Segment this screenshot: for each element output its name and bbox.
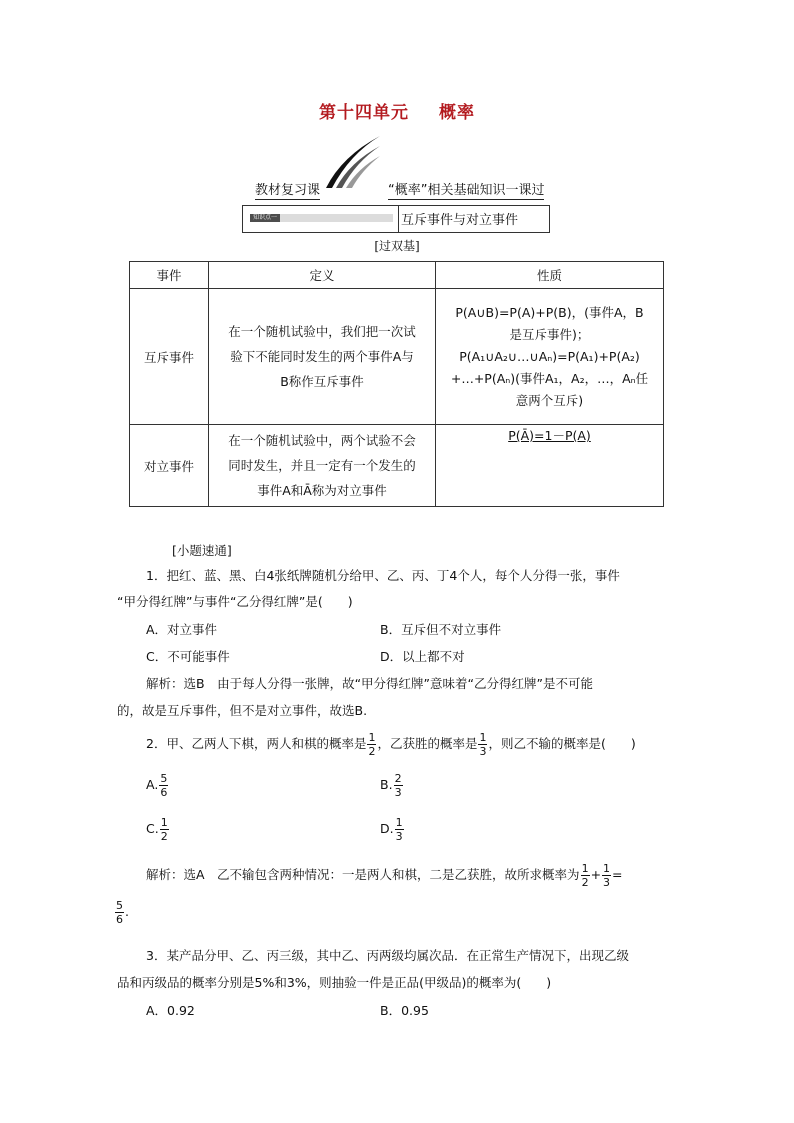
q2-stem <box>146 731 636 758</box>
denominator: 2 <box>160 830 168 843</box>
denominator: 2 <box>368 745 376 758</box>
numerator: 1 <box>395 816 403 829</box>
quick-practice-label: [小题速通] <box>172 543 232 558</box>
q1-stem-line2: “甲分得红牌”与事件“乙分得红牌”是( ) <box>117 594 353 609</box>
numerator: 1 <box>603 862 611 875</box>
property-line: 意两个互斥) <box>515 392 584 408</box>
table-row <box>130 425 664 507</box>
fraction <box>159 772 168 799</box>
property-line: +…+P(Aₙ)(事件A₁，A₂，…，Aₙ任 <box>450 370 649 386</box>
q3-option-a: A．0.92 <box>146 1003 195 1018</box>
table-header-row <box>130 262 664 289</box>
fraction <box>160 816 169 843</box>
definition-line: 事件A和Ā称为对立事件 <box>257 483 387 498</box>
numerator: 5 <box>116 899 123 912</box>
denominator: 6 <box>116 913 123 926</box>
definition-line: 在一个随机试验中，两个试验不会 <box>228 433 416 448</box>
event-definition <box>209 289 436 425</box>
fraction <box>394 772 403 799</box>
option-label: D. <box>380 821 394 836</box>
q1-stem-line1: 1．把红、蓝、黑、白4张纸牌随机分给甲、乙、丙、丁4个人，每个人分得一张，事件 <box>146 568 620 583</box>
denominator: 3 <box>395 830 403 843</box>
numerator: 1 <box>479 731 487 744</box>
q2-stem-text: 2．甲、乙两人下棋，两人和棋的概率是 <box>146 736 367 751</box>
q2-stem-text: ，则乙不输的概率是( ) <box>488 736 636 751</box>
table-row <box>130 289 664 425</box>
event-name: 对立事件 <box>130 425 209 507</box>
property-line: P(Ā)=1－P(A) <box>508 428 591 443</box>
denominator: 3 <box>603 876 611 889</box>
period: . <box>125 904 129 919</box>
definition-line: 在一个随机试验中，我们把一次试 <box>228 324 416 339</box>
q2-option-d <box>380 816 405 843</box>
q2-option-c <box>146 816 170 843</box>
denominator: 2 <box>581 876 589 889</box>
property-line: P(A∪B)=P(A)+P(B)，(事件A，B <box>455 304 644 320</box>
numerator: 1 <box>581 862 589 875</box>
q1-option-b: B．互斥但不对立事件 <box>380 622 502 637</box>
equals-sign: = <box>612 867 623 882</box>
review-label: [过双基] <box>374 239 420 253</box>
q2-stem-text: ，乙获胜的概率是 <box>377 736 478 751</box>
denominator: 3 <box>394 786 402 799</box>
numerator: 2 <box>394 772 402 785</box>
event-definition <box>209 425 436 507</box>
q2-solution-result <box>114 899 129 926</box>
q1-option-a: A．对立事件 <box>146 622 218 637</box>
box-divider <box>398 206 399 232</box>
knowledge-tag-label: 知识点一 <box>250 214 280 222</box>
fraction <box>115 899 124 926</box>
definition-line: 同时发生，并且一定有一个发生的 <box>228 458 416 473</box>
denominator: 6 <box>160 786 168 799</box>
q3-stem-line2: 品和丙级品的概率分别是5%和3%，则抽验一件是正品(甲级品)的概率为( ) <box>117 975 552 990</box>
topic-title: 概率 <box>439 103 475 123</box>
unit-title: 第十四单元 <box>319 103 409 123</box>
knowledge-tag <box>250 214 393 222</box>
page-title <box>0 98 794 123</box>
q3-stem-line1: 3．某产品分甲、乙、丙三级，其中乙、丙两级均属次品．在正常生产情况下，出现乙级 <box>146 948 629 963</box>
swoosh-decoration-icon <box>322 132 382 192</box>
event-name: 互斥事件 <box>130 289 209 425</box>
option-label: B. <box>380 777 393 792</box>
q2-option-b <box>380 772 404 799</box>
course-type: 教材复习课 <box>255 179 320 200</box>
q1-option-c: C．不可能事件 <box>146 649 230 664</box>
q1-solution-line1: 解析：选B 由于每人分得一张牌，故“甲分得红牌”意味着“乙分得红牌”是不可能 <box>146 676 593 691</box>
fraction <box>395 816 404 843</box>
numerator: 1 <box>368 731 376 744</box>
q1-solution-line2: 的，故是互斥事件，但不是对立事件，故选B. <box>117 703 368 718</box>
q3-option-b: B．0.95 <box>380 1003 429 1018</box>
q2-option-a <box>146 772 169 799</box>
definition-table <box>129 261 664 507</box>
event-property <box>436 425 664 507</box>
option-label: C. <box>146 821 159 836</box>
fraction <box>367 731 376 758</box>
plus-sign: + <box>590 867 602 882</box>
knowledge-title: 互斥事件与对立事件 <box>401 213 519 228</box>
fraction <box>478 731 487 758</box>
property-line: 是互斥事件)； <box>509 326 590 342</box>
numerator: 1 <box>160 816 168 829</box>
definition-line: 验下不能同时发生的两个事件A与 <box>230 349 414 364</box>
definition-line: B称作互斥事件 <box>280 374 364 389</box>
q1-option-d: D．以上都不对 <box>380 649 465 664</box>
q2-solution <box>146 862 623 889</box>
header-property: 性质 <box>436 262 664 289</box>
header-event: 事件 <box>130 262 209 289</box>
denominator: 3 <box>479 745 487 758</box>
header-definition: 定义 <box>209 262 436 289</box>
q2-solution-text: 解析：选A 乙不输包含两种情况：一是两人和棋，二是乙获胜，故所求概率为 <box>146 867 580 882</box>
option-label: A. <box>146 777 159 792</box>
knowledge-point-box <box>242 205 550 233</box>
event-property <box>436 289 664 425</box>
fraction <box>602 862 611 889</box>
fraction <box>581 862 590 889</box>
numerator: 5 <box>160 772 168 785</box>
property-line: P(A₁∪A₂∪…∪Aₙ)=P(A₁)+P(A₂) <box>459 348 640 364</box>
course-description: “概率”相关基础知识一课过 <box>388 179 544 200</box>
